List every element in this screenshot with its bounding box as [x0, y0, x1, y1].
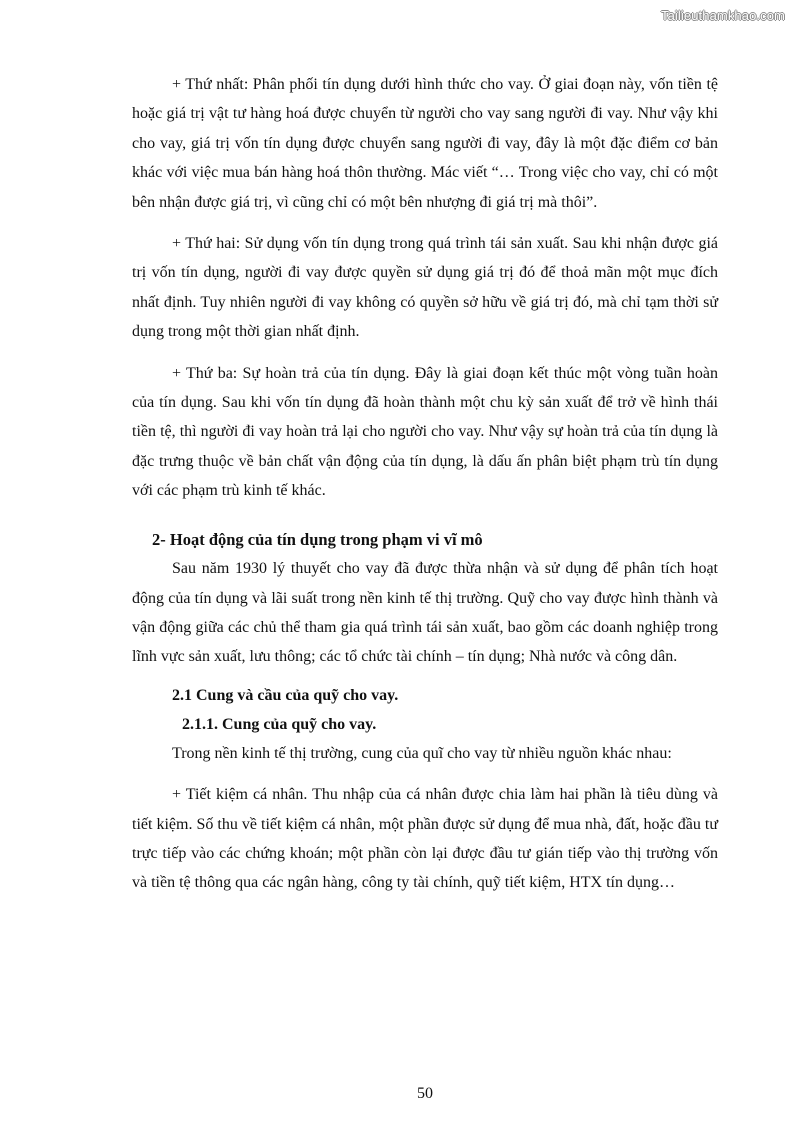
paragraph-first-stage: + Thứ nhất: Phân phối tín dụng dưới hình thức cho vay. Ở giai đoạn này, vốn tiền tệ hoặc giá trị vật tư hàng hoá được chuyển từ người cho vay sang người đi vay. Như vậy khi cho vay, giá trị vốn tín dụng được chuyển sang người đi vay, đây là một đặc điểm cơ bản khác với việc mua bán hàng hoá thôn thường. Mác viết “… Trong việc cho vay, chỉ có một bên nhận được giá trị, vì cũng chỉ có một bên nhượng đi giá trị mà thôi”. [132, 76, 718, 211]
paragraph-personal-savings: + Tiết kiệm cá nhân. Thu nhập của cá nhân được chia làm hai phần là tiêu dùng và tiết kiệm. Số thu về tiết kiệm cá nhân, một phần được sử dụng để mua nhà, đất, hoặc đầu tư trực tiếp vào các chứng khoán; một phần còn lại được đầu tư gián tiếp vào thị trường vốn và tiền tệ thông qua các ngân hàng, công ty tài chính, quỹ tiết kiệm, HTX tín dụng… [132, 786, 718, 892]
paragraph-second-stage: + Thứ hai: Sử dụng vốn tín dụng trong quá trình tái sản xuất. Sau khi nhận được giá trị vốn tín dụng, người đi vay được quyền sử dụng giá trị đó để thoả mãn một mục đích nhất định. Tuy nhiên người đi vay không có quyền sở hữu về giá trị đó, mà chỉ tạm thời sử dụng trong một thời gian nhất định. [132, 235, 718, 341]
subsection-heading-supply-demand: 2.1 Cung và cầu của quỹ cho vay. [172, 686, 399, 704]
paragraph-macro-credit: Sau năm 1930 lý thuyết cho vay đã được thừa nhận và sử dụng để phân tích hoạt động của tín dụng và lãi suất trong nền kinh tế thị trường. Quỹ cho vay được hình thành và vận động giữa các chủ thể tham gia quá trình tái sản xuất, bao gồm các doanh nghiệp trong lĩnh vực sản xuất, lưu thông; các tổ chức tài chính – tín dụng; Nhà nước và công dân. [132, 560, 718, 666]
paragraph-third-stage: + Thứ ba: Sự hoàn trả của tín dụng. Đây là giai đoạn kết thúc một vòng tuần hoàn của tín dụng. Sau khi vốn tín dụng đã hoàn thành một chu kỳ sản xuất để trở về hình thái tiền tệ, thì người đi vay hoàn trả lại cho người cho vay. Như vậy sự hoàn trả của tín dụng là đặc trưng thuộc về bản chất vận động của tín dụng, là dấu ấn phân biệt phạm trù tín dụng với các phạm trù kinh tế khác. [132, 364, 718, 500]
watermark-text: Tailieuthamkhao.com [660, 8, 785, 23]
subsection-heading-loan-fund-supply: 2.1.1. Cung của quỹ cho vay. [182, 715, 377, 733]
paragraph-supply-sources-intro: Trong nền kinh tế thị trường, cung của quĩ cho vay từ nhiều nguồn khác nhau: [172, 744, 672, 762]
page-number: 50 [417, 1085, 433, 1102]
page-body [132, 70, 718, 898]
section-heading-macro-credit: 2- Hoạt động của tín dụng trong phạm vi vĩ mô [152, 529, 483, 549]
